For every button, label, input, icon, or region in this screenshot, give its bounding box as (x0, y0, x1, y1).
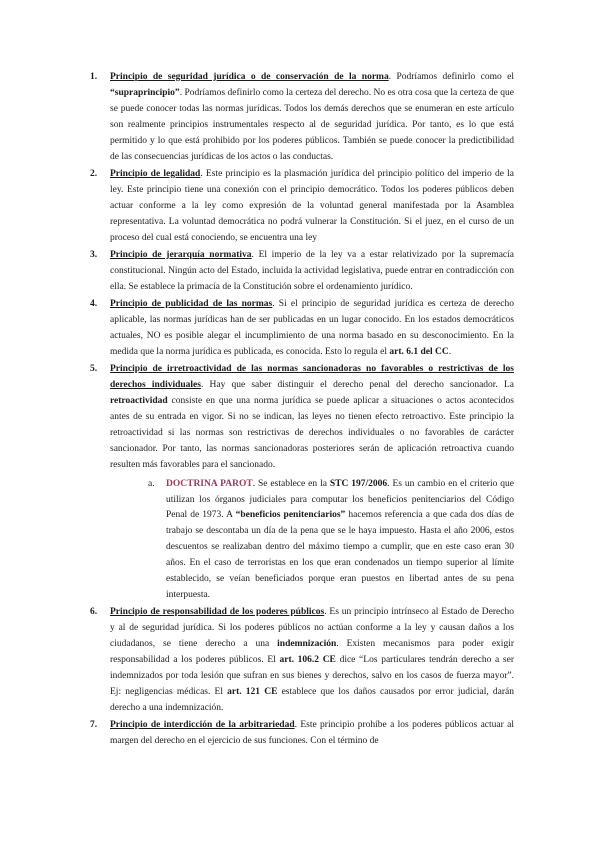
sub-item-lead: DOCTRINA PAROT (166, 478, 253, 489)
list-item: 1. Principio de seguridad jurídica o de conservación de la norma. Podríamos definirlo como el “supraprincipio”. Podríamos definirlo como la certeza del derecho. No es otra cosa que la certeza de que se puede conocer todas las normas jurídicas. Todos los demás derechos que se enumeran en este artículo son realmente principios instrumentales respecto al de seguridad jurídica. Por tanto, es lo que está permitido y lo que está prohibido por los poderes públicos. También se puede conocer la predictibilidad de las consecuencias jurídicas de los actos o las conductas. (90, 72, 514, 162)
item-number: 4. (90, 299, 98, 310)
item-title: Principio de responsabilidad de los poderes públicos (110, 607, 325, 618)
item-number: 2. (90, 168, 98, 179)
item-number: 3. (90, 249, 98, 260)
item-title: Principio de legalidad (110, 168, 201, 179)
item-number: 7. (90, 720, 98, 731)
item-number: 6. (90, 607, 98, 618)
item-title: Principio de interdicción de la arbitrariedad (110, 720, 295, 731)
list-item: 6. Principio de responsabilidad de los poderes públicos. Es un principio intrínseco al Estado de Derecho y al de seguridad jurídica. Si los poderes públicos no actúan conforme a la ley y causan daños a los ciudadanos, se tiene derecho a una indemnización. Existen mecanismos para poder exigir responsabilidad a los poderes públicos. El art. 106.2 CE dice “Los particulares tendrán derecho a ser indemnizados por toda lesión que sufran en sus bienes y derechos, salvo en los casos de fuerza mayor”. Ej: negligencias médicas. El art. 121 CE establece que los daños causados por error judicial, darán derecho a una indemnización. (90, 607, 515, 713)
list-item: 3. Principio de jerarquía normativa. El imperio de la ley va a estar relativizado por la supremacía constitucional. Ningún acto del Estado, incluida la actividad legislativa, puede entrar en contradicción con ella. Se establece la primacía de la Constitución sobre el ordenamiento jurídico. (90, 249, 514, 292)
item-number: 1. (90, 72, 98, 82)
sub-item-letter: a. (148, 478, 155, 489)
list-item: 4. Principio de publicidad de las normas. Si el principio de seguridad jurídica es certeza de derecho aplicable, las normas jurídicas han de ser publicadas en un lugar conocido. En los estados democráticos actuales, NO es posible alegar el incumplimiento de una norma basado en su desconocimiento. En la medida que la norma jurídica es publicada, es conocida. Esto lo regula el art. 6.1 del CC. (90, 299, 514, 357)
item-title: Principio de irretroactividad de las normas sancionadoras no favorables o restrictivas de los derechos individuales (110, 364, 514, 391)
sub-list-item: a. DOCTRINA PAROT. Se establece en la STC 197/2006. Es un cambio en el criterio que utilizan los órganos judiciales para computar los beneficios penitenciarios del Código Penal de 1973. A “beneficios penitenciarios” hacemos referencia a que cada dos días de trabajo se descontaba un día de la pena que se le haya impuesto. Hasta el año 2006, estos descuentos se realizaban dentro del máximo tiempo a cumplir, que en este caso eran 30 años. En el caso de terroristas en los que eran condenados un tiempo superior al límite establecido, se veían beneficiados porque eran puestos en libertad antes de su pena interpuesta. (148, 478, 515, 600)
list-item: 2. Principio de legalidad. Este principio es la plasmación jurídica del principio político del imperio de la ley. Este principio tiene una conexión con el principio democrático. Todos los poderes públicos deben actuar conforme a la ley como expresión de la voluntad general manifestada por la Asamblea representativa. La voluntad democrática no podrá vulnerar la Constitución. Si el juez, en el curso de un proceso del cual está conociendo, se encuentra una ley (90, 168, 514, 243)
item-number: 5. (90, 364, 98, 375)
item-title: Principio de jerarquía normativa (110, 249, 252, 260)
item-title: Principio de publicidad de las normas (110, 299, 273, 310)
principles-list (90, 70, 514, 750)
item-title: Principio de seguridad jurídica o de conservación de la norma (110, 72, 389, 82)
list-item: 5. Principio de irretroactividad de las normas sancionadoras no favorables o restrictivas de los derechos individuales. Hay que saber distinguir el derecho penal del derecho sancionador. La retroactividad consiste en que una norma jurídica se puede aplicar a situaciones o actos acontecidos antes de su entrada en vigor. Si no se indican, las leyes no tienen efecto retroactivo. Este principio la retroactividad si las normas son restrictivas de derechos individuales o no favorables de carácter sancionador. Por tanto, las normas sancionadoras posteriores serán de aplicación retroactiva cuando resulten más favorables para el sancionado. a. DOCTRINA PAROT. Se establece en la STC 197/2006. Es un cambio en el criterio que utilizan los órganos judiciales para computar los beneficios penitenciarios del Código Penal de 1973. A “beneficios penitenciarios” hacemos referencia a que cada dos días de trabajo se descontaba un día de la pena que se le haya impuesto. Hasta el año 2006, estos descuentos se realizaban dentro del máximo tiempo a cumplir, que en este caso eran 30 años. En el caso de terroristas en los que eran condenados un tiempo superior al límite establecido, se veían beneficiados porque eran puestos en libertad antes de su pena interpuesta. (90, 362, 514, 604)
list-item: 7. Principio de interdicción de la arbitrariedad. Este principio prohíbe a los poderes públicos actuar al margen del derecho en el ejercicio de sus funciones. Con el término de (90, 720, 514, 747)
